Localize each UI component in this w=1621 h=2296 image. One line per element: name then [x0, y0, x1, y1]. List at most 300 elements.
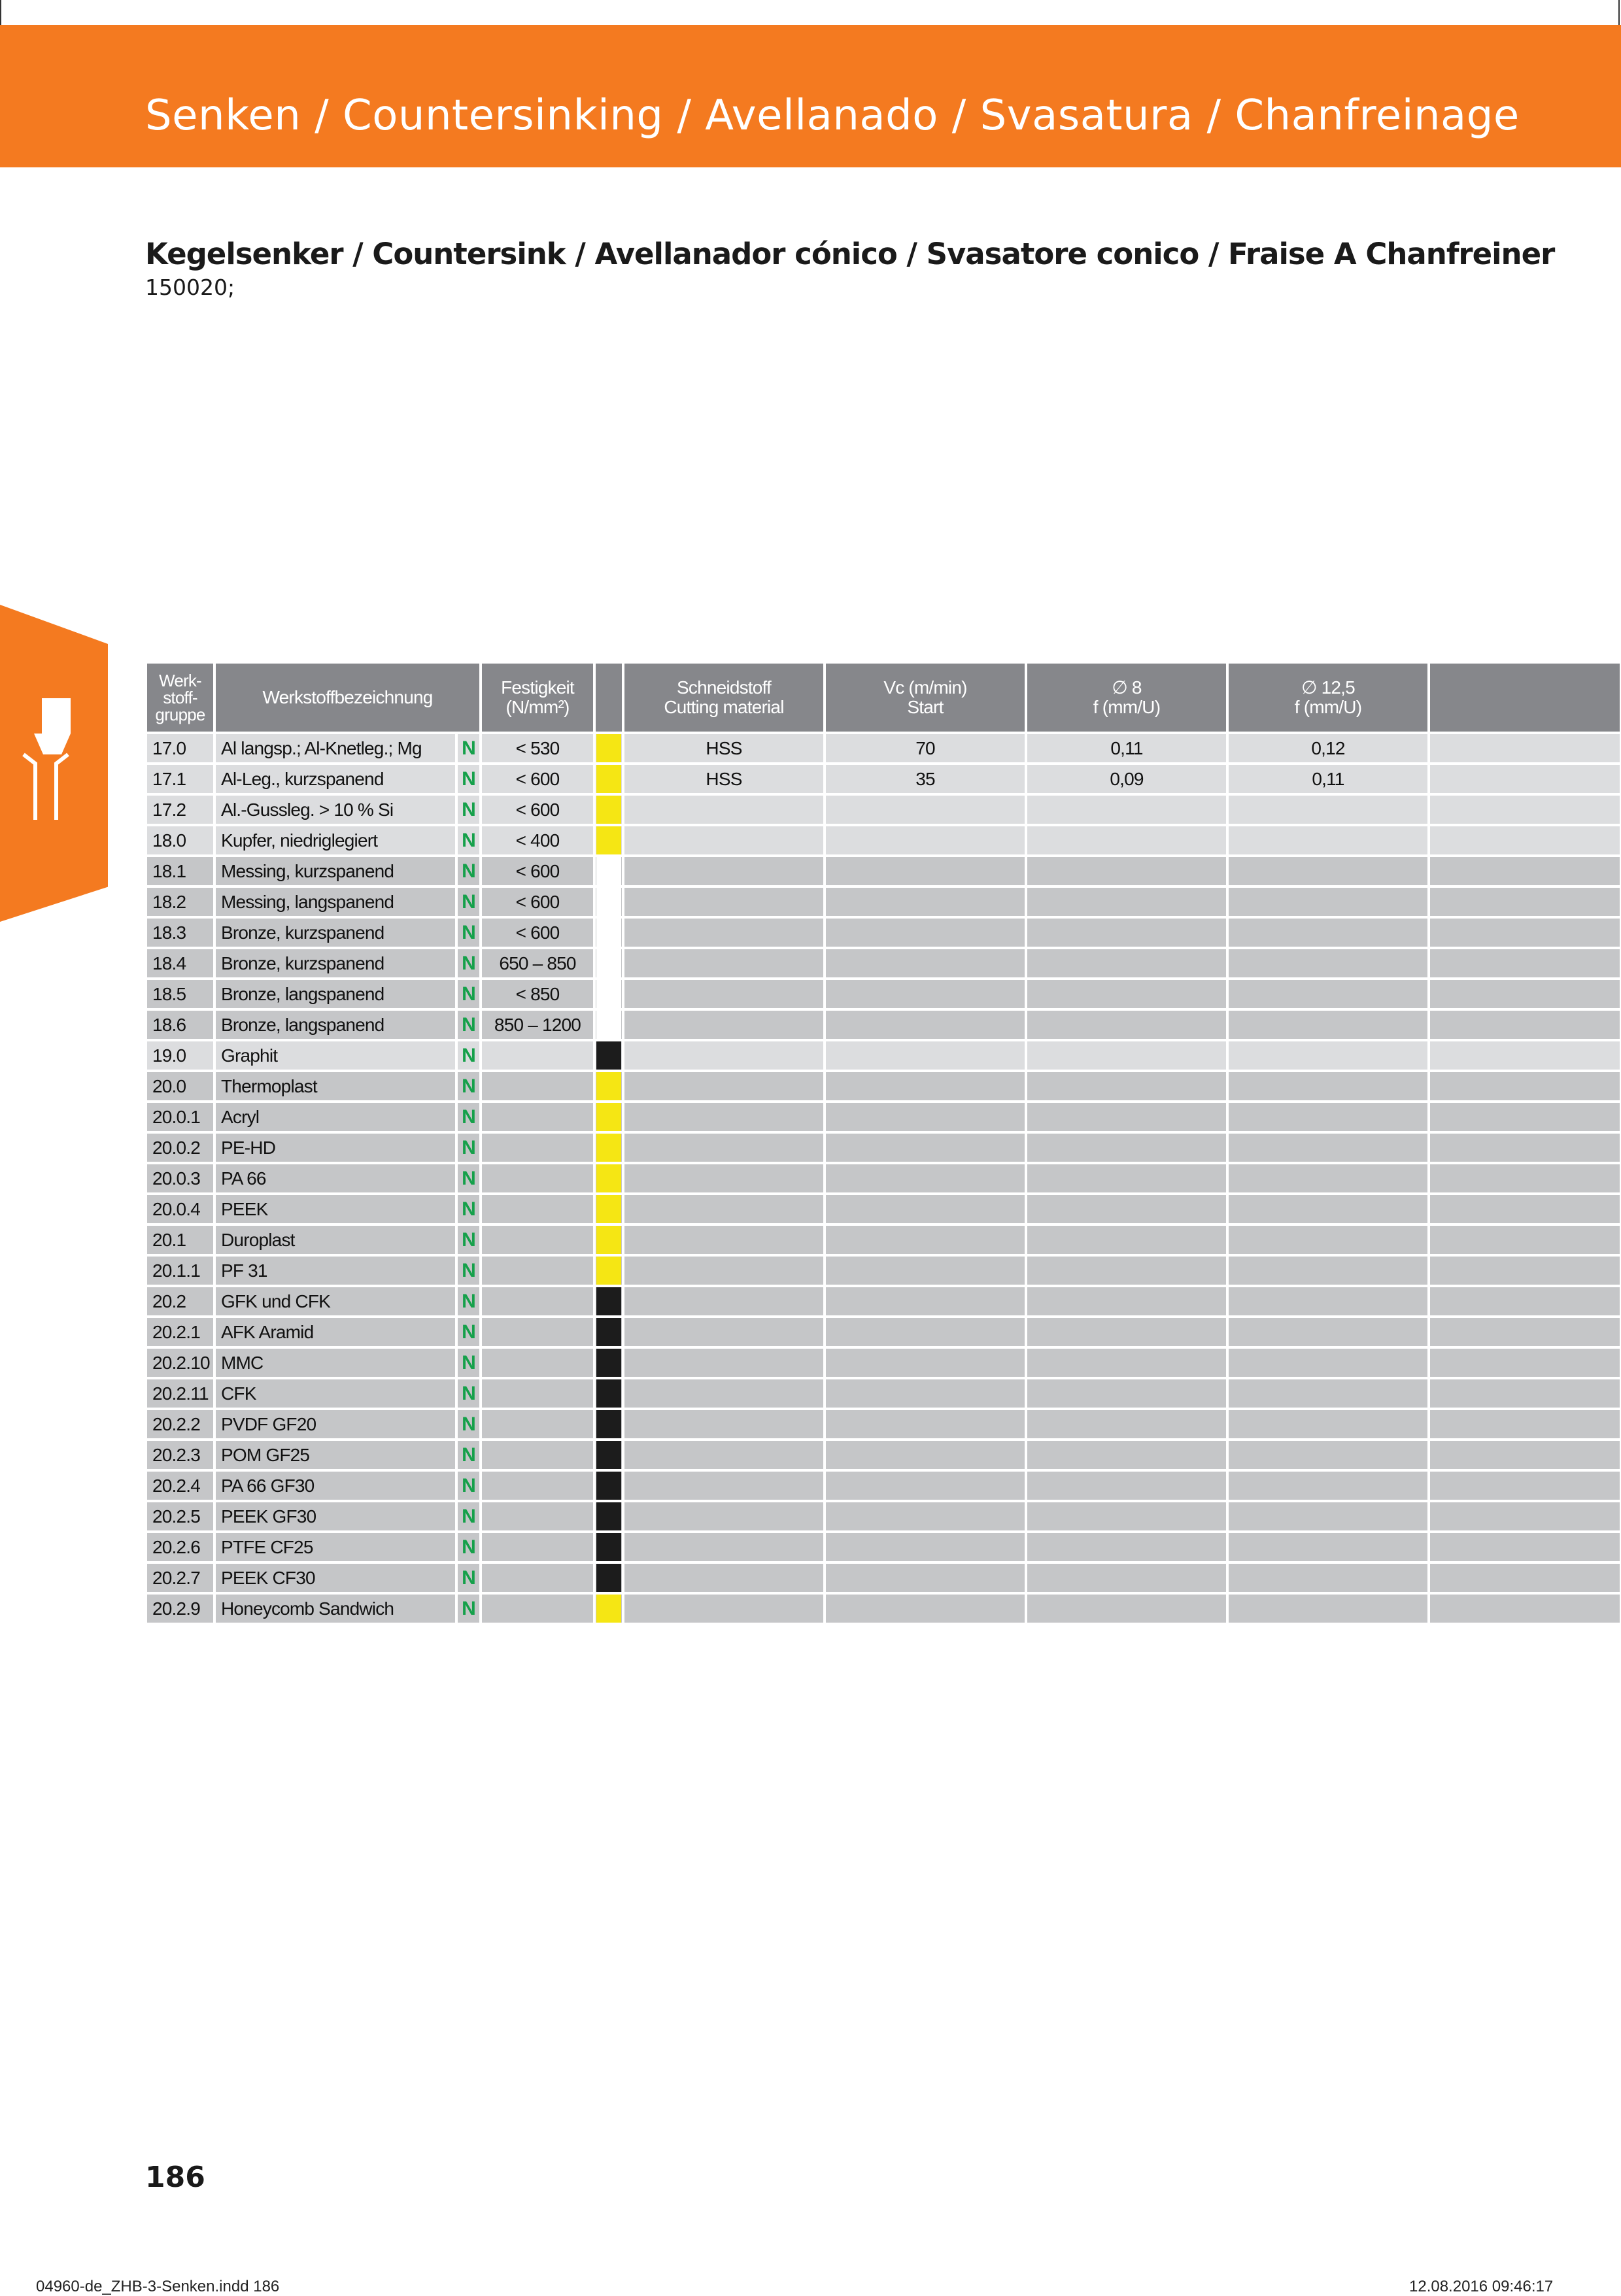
- cell-feed-8: [1026, 1532, 1227, 1562]
- cell-group: 20.2.7: [147, 1562, 214, 1593]
- cell-cutting-material: [623, 1224, 825, 1255]
- cell-extra: [1429, 1009, 1621, 1040]
- material-swatch: [596, 1011, 621, 1039]
- cell-iso-class: N: [456, 917, 481, 948]
- cell-material-name: Kupfer, niedriglegiert: [214, 825, 456, 856]
- table-row: [147, 794, 1621, 825]
- header-feed-8: ∅ 8 f (mm/U): [1026, 664, 1227, 733]
- cell-extra: [1429, 1040, 1621, 1071]
- cell-extra: [1429, 733, 1621, 764]
- cell-iso-class: N: [456, 764, 481, 794]
- cell-vc: [825, 1317, 1026, 1347]
- cell-swatch: [594, 1532, 623, 1562]
- cell-cutting-material: HSS: [623, 733, 825, 764]
- cell-feed-8: 0,09: [1026, 764, 1227, 794]
- cell-strength: [481, 1593, 594, 1624]
- cell-feed-8: [1026, 1102, 1227, 1132]
- cell-feed-12-5: [1227, 1440, 1429, 1470]
- cell-cutting-material: [623, 1347, 825, 1378]
- cell-extra: [1429, 1194, 1621, 1224]
- header-cutting-material: Schneidstoff Cutting material: [623, 664, 825, 733]
- cell-vc: [825, 794, 1026, 825]
- cell-group: 20.2.6: [147, 1532, 214, 1562]
- cell-swatch: [594, 1009, 623, 1040]
- cell-feed-12-5: [1227, 1532, 1429, 1562]
- cell-cutting-material: [623, 1071, 825, 1102]
- cell-iso-class: N: [456, 979, 481, 1009]
- header-material: Werkstoffbezeichnung: [214, 664, 481, 733]
- cell-vc: [825, 1532, 1026, 1562]
- cell-group: 18.4: [147, 948, 214, 979]
- material-swatch: [596, 980, 621, 1008]
- table-row: [147, 1194, 1621, 1224]
- table-row: [147, 1009, 1621, 1040]
- table-row: [147, 1347, 1621, 1378]
- material-swatch: [596, 949, 621, 977]
- cell-vc: [825, 1501, 1026, 1532]
- cell-swatch: [594, 979, 623, 1009]
- cell-feed-8: [1026, 1470, 1227, 1501]
- cell-cutting-material: [623, 886, 825, 917]
- material-swatch: [596, 1410, 621, 1438]
- cell-cutting-material: [623, 1317, 825, 1347]
- table-row: [147, 1102, 1621, 1132]
- cell-feed-12-5: 0,12: [1227, 733, 1429, 764]
- cell-iso-class: N: [456, 1440, 481, 1470]
- cell-feed-8: [1026, 1163, 1227, 1194]
- cell-feed-8: [1026, 1347, 1227, 1378]
- cell-extra: [1429, 948, 1621, 979]
- material-swatch: [596, 1257, 621, 1285]
- cell-feed-8: [1026, 1194, 1227, 1224]
- cell-strength: [481, 1255, 594, 1286]
- table-row: [147, 1040, 1621, 1071]
- cell-strength: < 400: [481, 825, 594, 856]
- cell-swatch: [594, 733, 623, 764]
- cell-group: 20.2.4: [147, 1470, 214, 1501]
- cell-feed-8: [1026, 1440, 1227, 1470]
- cell-swatch: [594, 1378, 623, 1409]
- cell-iso-class: N: [456, 1532, 481, 1562]
- table-row: [147, 1440, 1621, 1470]
- material-swatch: [596, 1103, 621, 1131]
- table-row: [147, 1501, 1621, 1532]
- cell-material-name: Messing, langspanend: [214, 886, 456, 917]
- cell-feed-12-5: [1227, 886, 1429, 917]
- cell-group: 19.0: [147, 1040, 214, 1071]
- cell-group: 20.0: [147, 1071, 214, 1102]
- cell-vc: [825, 1440, 1026, 1470]
- cell-material-name: Bronze, kurzspanend: [214, 917, 456, 948]
- cell-strength: < 600: [481, 917, 594, 948]
- cell-group: 20.2.2: [147, 1409, 214, 1440]
- cell-extra: [1429, 1532, 1621, 1562]
- cell-material-name: PEEK GF30: [214, 1501, 456, 1532]
- cell-group: 18.0: [147, 825, 214, 856]
- table-row: [147, 1470, 1621, 1501]
- cell-swatch: [594, 1102, 623, 1132]
- cell-strength: [481, 1286, 594, 1317]
- cell-vc: [825, 1071, 1026, 1102]
- cell-feed-8: [1026, 917, 1227, 948]
- cell-iso-class: N: [456, 1562, 481, 1593]
- cell-vc: [825, 1562, 1026, 1593]
- cell-material-name: Thermoplast: [214, 1071, 456, 1102]
- material-swatch: [596, 734, 621, 762]
- cell-swatch: [594, 1440, 623, 1470]
- material-swatch: [596, 1041, 621, 1070]
- table-row: [147, 1378, 1621, 1409]
- countersink-tool-icon: [20, 692, 72, 822]
- material-swatch: [596, 1441, 621, 1469]
- material-swatch: [596, 919, 621, 947]
- cell-iso-class: N: [456, 1286, 481, 1317]
- table-row: [147, 979, 1621, 1009]
- cell-cutting-material: HSS: [623, 764, 825, 794]
- cell-strength: [481, 1317, 594, 1347]
- header-feed-12-5: ∅ 12,5 f (mm/U): [1227, 664, 1429, 733]
- cell-vc: [825, 1347, 1026, 1378]
- cell-feed-12-5: [1227, 1593, 1429, 1624]
- table-row: [147, 1409, 1621, 1440]
- cell-extra: [1429, 1071, 1621, 1102]
- cell-extra: [1429, 794, 1621, 825]
- cell-material-name: Bronze, langspanend: [214, 979, 456, 1009]
- cell-cutting-material: [623, 1532, 825, 1562]
- cell-feed-8: [1026, 948, 1227, 979]
- cell-feed-12-5: [1227, 1102, 1429, 1132]
- material-swatch: [596, 1533, 621, 1561]
- cell-swatch: [594, 1286, 623, 1317]
- table-row: [147, 1532, 1621, 1562]
- cell-swatch: [594, 794, 623, 825]
- cell-feed-8: [1026, 1378, 1227, 1409]
- cell-swatch: [594, 1132, 623, 1163]
- cell-swatch: [594, 1163, 623, 1194]
- cell-iso-class: N: [456, 1317, 481, 1347]
- material-swatch: [596, 765, 621, 793]
- material-swatch: [596, 888, 621, 916]
- cell-swatch: [594, 1593, 623, 1624]
- table-row: [147, 1286, 1621, 1317]
- cell-group: 20.0.3: [147, 1163, 214, 1194]
- cell-feed-12-5: [1227, 917, 1429, 948]
- cell-material-name: CFK: [214, 1378, 456, 1409]
- cell-material-name: Bronze, kurzspanend: [214, 948, 456, 979]
- cell-feed-8: [1026, 1593, 1227, 1624]
- cell-material-name: Messing, kurzspanend: [214, 856, 456, 886]
- table-row: [147, 825, 1621, 856]
- cell-group: 20.2.3: [147, 1440, 214, 1470]
- header-vc: Vc (m/min) Start: [825, 664, 1026, 733]
- cell-cutting-material: [623, 1102, 825, 1132]
- cell-cutting-material: [623, 1593, 825, 1624]
- cell-iso-class: N: [456, 1040, 481, 1071]
- cell-vc: [825, 1224, 1026, 1255]
- cell-material-name: Al langsp.; Al-Knetleg.; Mg: [214, 733, 456, 764]
- page-number: 186: [145, 2161, 205, 2194]
- cell-feed-12-5: [1227, 1378, 1429, 1409]
- cell-feed-12-5: [1227, 1501, 1429, 1532]
- cell-strength: [481, 1040, 594, 1071]
- cell-cutting-material: [623, 1163, 825, 1194]
- cell-group: 20.1.1: [147, 1255, 214, 1286]
- cell-material-name: GFK und CFK: [214, 1286, 456, 1317]
- cell-vc: [825, 1040, 1026, 1071]
- cell-material-name: PVDF GF20: [214, 1409, 456, 1440]
- header-group: Werk- stoff- gruppe: [147, 664, 214, 733]
- cell-strength: [481, 1532, 594, 1562]
- cell-extra: [1429, 825, 1621, 856]
- cell-group: 20.2: [147, 1286, 214, 1317]
- cell-group: 17.2: [147, 794, 214, 825]
- cell-feed-8: [1026, 1562, 1227, 1593]
- material-swatch: [596, 796, 621, 824]
- cell-group: 18.1: [147, 856, 214, 886]
- cell-strength: [481, 1194, 594, 1224]
- cell-iso-class: N: [456, 1347, 481, 1378]
- cell-feed-8: [1026, 1286, 1227, 1317]
- cell-swatch: [594, 1255, 623, 1286]
- cell-cutting-material: [623, 1009, 825, 1040]
- cell-vc: [825, 1255, 1026, 1286]
- table-row: [147, 733, 1621, 764]
- cell-material-name: PTFE CF25: [214, 1532, 456, 1562]
- cell-cutting-material: [623, 1409, 825, 1440]
- table-row: [147, 856, 1621, 886]
- cell-vc: [825, 1470, 1026, 1501]
- cell-material-name: Graphit: [214, 1040, 456, 1071]
- cell-iso-class: N: [456, 1255, 481, 1286]
- cell-feed-8: [1026, 1501, 1227, 1532]
- header-strength: Festigkeit (N/mm²): [481, 664, 594, 733]
- cell-iso-class: N: [456, 1071, 481, 1102]
- cell-extra: [1429, 1409, 1621, 1440]
- cell-swatch: [594, 764, 623, 794]
- cell-extra: [1429, 917, 1621, 948]
- cell-strength: < 600: [481, 794, 594, 825]
- cell-material-name: AFK Aramid: [214, 1317, 456, 1347]
- cell-feed-12-5: [1227, 1255, 1429, 1286]
- cell-cutting-material: [623, 917, 825, 948]
- cell-extra: [1429, 1347, 1621, 1378]
- cell-vc: [825, 1163, 1026, 1194]
- cell-swatch: [594, 1501, 623, 1532]
- cell-iso-class: N: [456, 856, 481, 886]
- cell-group: 17.0: [147, 733, 214, 764]
- cell-vc: [825, 1378, 1026, 1409]
- cell-vc: 70: [825, 733, 1026, 764]
- cell-strength: [481, 1501, 594, 1532]
- cell-feed-8: [1026, 1409, 1227, 1440]
- cell-cutting-material: [623, 1501, 825, 1532]
- cell-feed-12-5: [1227, 1347, 1429, 1378]
- material-swatch: [596, 1287, 621, 1315]
- cell-vc: [825, 1009, 1026, 1040]
- material-swatch: [596, 857, 621, 885]
- cell-material-name: PEEK: [214, 1194, 456, 1224]
- cell-iso-class: N: [456, 1009, 481, 1040]
- cell-feed-8: [1026, 1009, 1227, 1040]
- cell-vc: [825, 1132, 1026, 1163]
- cell-feed-8: 0,11: [1026, 733, 1227, 764]
- cell-iso-class: N: [456, 1102, 481, 1132]
- header-swatch: [594, 664, 623, 733]
- cell-extra: [1429, 1501, 1621, 1532]
- cell-iso-class: N: [456, 1470, 481, 1501]
- cell-iso-class: N: [456, 1132, 481, 1163]
- cell-group: 18.2: [147, 886, 214, 917]
- cell-swatch: [594, 917, 623, 948]
- cell-strength: [481, 1409, 594, 1440]
- cell-feed-12-5: [1227, 1132, 1429, 1163]
- table-row: [147, 1163, 1621, 1194]
- table-row: [147, 886, 1621, 917]
- cell-strength: [481, 1102, 594, 1132]
- cell-feed-12-5: [1227, 1071, 1429, 1102]
- table-row: [147, 1224, 1621, 1255]
- table-row: [147, 1562, 1621, 1593]
- cell-material-name: Bronze, langspanend: [214, 1009, 456, 1040]
- table-row: [147, 917, 1621, 948]
- cell-iso-class: N: [456, 948, 481, 979]
- material-swatch: [596, 1349, 621, 1377]
- cell-extra: [1429, 979, 1621, 1009]
- cell-strength: 650 – 850: [481, 948, 594, 979]
- cell-feed-12-5: [1227, 1470, 1429, 1501]
- material-swatch: [596, 1564, 621, 1592]
- cell-feed-12-5: [1227, 1317, 1429, 1347]
- cell-group: 20.1: [147, 1224, 214, 1255]
- page-title: Senken / Countersinking / Avellanado / Svasatura / Chanfreinage: [145, 92, 1520, 140]
- cell-material-name: Al.-Gussleg. > 10 % Si: [214, 794, 456, 825]
- cell-cutting-material: [623, 948, 825, 979]
- cell-material-name: PA 66: [214, 1163, 456, 1194]
- cell-swatch: [594, 886, 623, 917]
- cell-vc: [825, 825, 1026, 856]
- cell-feed-8: [1026, 794, 1227, 825]
- cell-extra: [1429, 1593, 1621, 1624]
- cell-group: 18.3: [147, 917, 214, 948]
- cutting-data-table: [147, 664, 1621, 1625]
- cell-strength: [481, 1470, 594, 1501]
- product-title: Kegelsenker / Countersink / Avellanador cónico / Svasatore conico / Fraise A Chanfreiner: [145, 237, 1555, 271]
- cell-swatch: [594, 1562, 623, 1593]
- print-slug-file: 04960-de_ZHB-3-Senken.indd 186: [36, 2278, 280, 2295]
- cell-extra: [1429, 1224, 1621, 1255]
- cell-strength: [481, 1562, 594, 1593]
- cell-extra: [1429, 1286, 1621, 1317]
- cell-material-name: Duroplast: [214, 1224, 456, 1255]
- cell-cutting-material: [623, 825, 825, 856]
- cell-extra: [1429, 1378, 1621, 1409]
- cell-iso-class: N: [456, 886, 481, 917]
- cell-material-name: PF 31: [214, 1255, 456, 1286]
- cell-cutting-material: [623, 1562, 825, 1593]
- cell-extra: [1429, 1255, 1621, 1286]
- cell-extra: [1429, 1163, 1621, 1194]
- cell-cutting-material: [623, 1132, 825, 1163]
- cell-group: 20.2.1: [147, 1317, 214, 1347]
- cell-feed-12-5: [1227, 794, 1429, 825]
- cell-strength: [481, 1132, 594, 1163]
- cell-vc: [825, 856, 1026, 886]
- cell-vc: [825, 948, 1026, 979]
- cell-feed-12-5: [1227, 1163, 1429, 1194]
- cell-feed-12-5: [1227, 979, 1429, 1009]
- cell-feed-12-5: [1227, 1224, 1429, 1255]
- table-row: [147, 1255, 1621, 1286]
- cell-extra: [1429, 1470, 1621, 1501]
- cell-feed-8: [1026, 1255, 1227, 1286]
- cell-group: 20.0.1: [147, 1102, 214, 1132]
- cell-group: 20.2.11: [147, 1378, 214, 1409]
- cell-feed-12-5: [1227, 948, 1429, 979]
- article-number: 150020;: [145, 275, 235, 300]
- cell-cutting-material: [623, 1040, 825, 1071]
- cell-feed-12-5: [1227, 1009, 1429, 1040]
- cell-extra: [1429, 1317, 1621, 1347]
- table-row: [147, 1593, 1621, 1624]
- material-swatch: [596, 1379, 621, 1408]
- cell-cutting-material: [623, 794, 825, 825]
- cell-strength: < 600: [481, 886, 594, 917]
- cell-feed-12-5: [1227, 1040, 1429, 1071]
- cell-extra: [1429, 1132, 1621, 1163]
- cell-iso-class: N: [456, 1194, 481, 1224]
- cell-material-name: PA 66 GF30: [214, 1470, 456, 1501]
- cell-iso-class: N: [456, 794, 481, 825]
- table-row: [147, 1071, 1621, 1102]
- material-swatch: [596, 1318, 621, 1346]
- cell-group: 18.6: [147, 1009, 214, 1040]
- cell-cutting-material: [623, 1378, 825, 1409]
- cell-strength: [481, 1378, 594, 1409]
- material-swatch: [596, 1164, 621, 1192]
- table-row: [147, 948, 1621, 979]
- cell-vc: [825, 1102, 1026, 1132]
- cell-strength: [481, 1224, 594, 1255]
- table-row: [147, 1317, 1621, 1347]
- cell-feed-12-5: [1227, 1562, 1429, 1593]
- cell-strength: < 850: [481, 979, 594, 1009]
- cell-material-name: PE-HD: [214, 1132, 456, 1163]
- cell-feed-8: [1026, 825, 1227, 856]
- cell-iso-class: N: [456, 733, 481, 764]
- cell-strength: [481, 1347, 594, 1378]
- material-swatch: [596, 1502, 621, 1530]
- cell-feed-8: [1026, 1071, 1227, 1102]
- cell-strength: < 600: [481, 764, 594, 794]
- cell-feed-8: [1026, 1317, 1227, 1347]
- cell-group: 17.1: [147, 764, 214, 794]
- cell-material-name: Al-Leg., kurzspanend: [214, 764, 456, 794]
- cell-vc: 35: [825, 764, 1026, 794]
- cell-iso-class: N: [456, 1501, 481, 1532]
- cell-cutting-material: [623, 1470, 825, 1501]
- cell-feed-12-5: [1227, 1194, 1429, 1224]
- cell-group: 20.2.9: [147, 1593, 214, 1624]
- cell-group: 20.0.2: [147, 1132, 214, 1163]
- cell-strength: [481, 1440, 594, 1470]
- cell-extra: [1429, 764, 1621, 794]
- cell-strength: < 600: [481, 856, 594, 886]
- cell-vc: [825, 1286, 1026, 1317]
- cell-iso-class: N: [456, 1593, 481, 1624]
- cell-material-name: MMC: [214, 1347, 456, 1378]
- cell-extra: [1429, 856, 1621, 886]
- cell-cutting-material: [623, 979, 825, 1009]
